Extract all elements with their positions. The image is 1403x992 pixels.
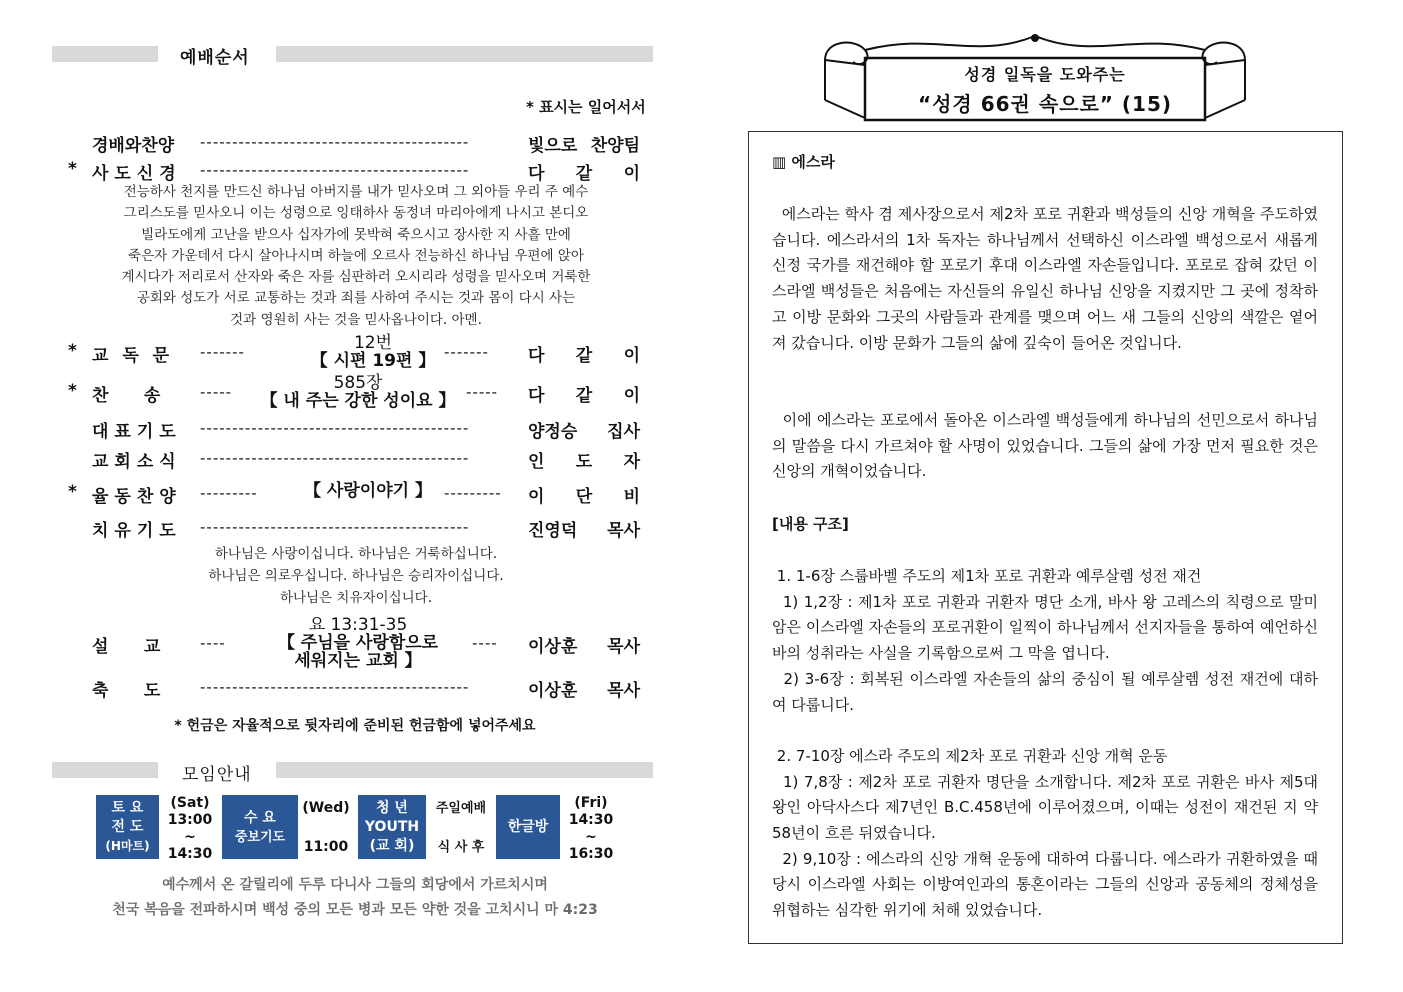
order-name: 대표기도: [92, 422, 182, 442]
youth-box: [358, 795, 426, 859]
dash-leader: -----: [466, 383, 499, 401]
order-leader: 진영덕 목사: [528, 521, 640, 541]
paragraph: 이에 에스라는 포로에서 돌아온 이스라엘 백성들에게 하나님의 선민으로서 하나님의 말씀을 다시 가르쳐야 할 사명이 있었습니다. 그들의 삶에 가장 먼저 필요한 것은 신앙의 개혁이었습니다.: [772, 411, 1323, 481]
dash-leader: -------: [200, 343, 245, 361]
worship-bar-right: [276, 46, 653, 62]
order-star: *: [68, 482, 77, 502]
order-row: [68, 129, 648, 155]
time-line: 주일예배: [435, 801, 487, 816]
box-line: YOUTH: [364, 819, 420, 835]
box-line: 한글방: [507, 819, 549, 835]
saturday-time: [162, 795, 218, 863]
banner-title: “성경 66권 속으로” (15): [917, 92, 1173, 116]
time-line: ~: [585, 829, 597, 845]
healing-prayer: [66, 543, 646, 609]
time-line: (Sat): [170, 795, 210, 811]
bible-verse: [50, 873, 660, 923]
dash-leader: -------: [444, 343, 489, 361]
dash-leader: ------------------------------------------: [200, 449, 470, 467]
reading-number: 12번: [353, 333, 393, 353]
time-line: 16:30: [568, 846, 614, 862]
dance-song-title: 【 사랑이야기 】: [304, 481, 432, 501]
hymn-title: 【 내 주는 강한 성이요 】: [260, 391, 456, 411]
time-line: ~: [184, 829, 196, 845]
order-leader: 빛으로 찬양팀: [528, 136, 640, 156]
time-line: 11:00: [303, 839, 349, 855]
verse-line: 천국 복음을 전파하시며 백성 중의 모든 병과 모든 약한 것을 고치시니 마 4:23: [112, 902, 598, 918]
offering-note: * 헌금은 자율적으로 뒷자리에 준비된 헌금함에 넣어주세요: [174, 718, 536, 734]
wednesday-prayer-box: [222, 795, 298, 859]
sermon-title: 【 주님을 사랑함으로: [277, 633, 439, 653]
order-name: 경배와찬양: [92, 136, 175, 156]
box-line: (H마트): [105, 839, 150, 853]
order-name: 축 도: [92, 681, 161, 701]
prayer-line: 하나님은 의로우십니다. 하나님은 승리자이십니다.: [208, 568, 504, 584]
sermon-title-2: 세워지는 교회 】: [294, 651, 422, 671]
order-leader: 이 단 비: [528, 487, 640, 507]
dash-leader: ------------------------------------------: [200, 678, 470, 696]
order-leader: 다 같 이: [528, 164, 640, 184]
structure-list: [772, 564, 1323, 924]
verse-line: 예수께서 온 갈릴리에 두루 다니사 그들의 회당에서 가르치시며: [162, 877, 548, 893]
worship-bar-left: [52, 46, 158, 62]
friday-time: [563, 795, 619, 863]
intro-paragraph-1: [772, 202, 1323, 356]
structure-subitem: 1) 1,2장 : 제1차 포로 귀환과 귀환자 명단 소개, 바사 왕 고레스의 칙령으로 말미암은 이스라엘 자손들의 포로귀환이 일찍이 하나님께서 선지자들을 통하여 예언하신 바의 성취라는 사실을 기록함으로써 그 막을 엽니다.: [772, 592, 1323, 663]
order-row: [68, 415, 648, 441]
creed-line: 공회와 성도가 서로 교통하는 것과 죄를 사하여 주시는 것과 몸이 다시 사는: [136, 290, 576, 307]
responsive-reading: [298, 334, 448, 370]
order-row: [68, 373, 648, 411]
hymn-number: 585장: [333, 373, 383, 393]
order-leader: 인 도 자: [528, 452, 640, 472]
youth-time: [430, 800, 492, 856]
box-line: 중보기도: [234, 830, 286, 845]
hymn: [258, 374, 458, 410]
box-line: 청 년: [376, 800, 408, 816]
structure-item: 2. 7-10장 에스라 주도의 제2차 포로 귀환과 신앙 개혁 운동: [772, 746, 1168, 765]
order-row: [68, 480, 648, 506]
book-heading: ▥ 에스라: [772, 153, 835, 171]
apostles-creed: [66, 182, 646, 331]
saturday-outreach-box: [96, 795, 159, 859]
structure-subitem: 2) 9,10장 : 에스라의 신앙 개혁 운동에 대하여 다룹니다. 에스라가 귀환하였을 때 당시 이스라엘 사회는 이방여인과의 통혼이라는 그들의 신앙과 공동체의 정체성을 위협하는 심각한 위기에 처해 있었습니다.: [772, 849, 1323, 920]
dash-leader: ---------: [200, 484, 258, 502]
time-line: (Wed): [302, 800, 350, 816]
order-row: [68, 674, 648, 700]
order-star: *: [68, 159, 77, 179]
order-name: 치유기도: [92, 521, 182, 541]
box-line: 토 요: [111, 800, 144, 816]
order-name: 사도신경: [92, 164, 182, 184]
order-row: [68, 514, 648, 540]
dash-leader: ----: [200, 634, 226, 652]
meeting-title: 모임안내: [182, 765, 252, 785]
time-line: 14:30: [167, 846, 213, 862]
banner-subtitle: 성경 일독을 도와주는: [964, 65, 1126, 84]
order-star: *: [68, 381, 77, 401]
dance-song: [288, 482, 448, 500]
order-star: *: [68, 341, 77, 361]
time-line: (Fri): [574, 795, 608, 811]
structure-title: [내용 구조]: [772, 515, 849, 533]
sermon-scripture: 요 13:31-35: [308, 615, 408, 635]
order-row: [68, 333, 648, 371]
structure-subitem: 1) 7,8장 : 제2차 포로 귀환자 명단을 소개합니다. 제2차 포로 귀환은 바사 제5대 왕인 아닥사스다 제7년인 B.C.458년에 이루어졌으며, 이때는 성전이 재건된 지 약 58년이 흐른 뒤였습니다.: [772, 772, 1323, 843]
intro-paragraph-2: [772, 408, 1323, 485]
creed-line: 죽은자 가운데서 다시 살아나시며 하늘에 오르사 전능하신 하나님 우편에 앉아: [128, 247, 584, 264]
time-line: 14:30: [568, 812, 614, 828]
meeting-bar-left: [52, 762, 158, 778]
box-line: (교 회): [369, 838, 415, 854]
order-leader: 이상훈 목사: [528, 637, 640, 657]
order-name: 교회소식: [92, 452, 182, 472]
structure-item: 1. 1-6장 스룹바벨 주도의 제1차 포로 귀환과 예루살렘 성전 재건: [772, 567, 1202, 585]
creed-line: 계시다가 저리로서 산자와 죽은 자를 심판하러 오시리라 성령을 믿사오며 거룩한: [121, 269, 591, 286]
stand-note: * 표시는 일어서서: [526, 98, 646, 116]
order-row: [68, 157, 648, 183]
order-name: 찬 송: [92, 386, 161, 406]
dash-leader: ------------------------------------------: [200, 161, 470, 179]
worship-title: 예배순서: [180, 48, 250, 68]
order-name: 설 교: [92, 637, 161, 657]
order-name: 율동찬양: [92, 487, 182, 507]
sermon: [258, 616, 458, 670]
creed-line: 것과 영원히 사는 것을 믿사옵나이다. 아멘.: [230, 311, 482, 328]
structure-subitem: 2) 3-6장 : 회복된 이스라엘 자손들의 삶의 중심이 될 예루살렘 성전 재건에 대하여 다룹니다.: [772, 669, 1318, 714]
dash-leader: ------------------------------------------: [200, 518, 470, 536]
creed-line: 그리스도를 믿사오니 이는 성령으로 잉태하사 동정녀 마리아에게 나시고 본디오: [123, 205, 589, 222]
prayer-line: 하나님은 사랑이십니다. 하나님은 거룩하십니다.: [214, 546, 498, 562]
creed-line: 빌라도에게 고난을 받으사 십자가에 못박혀 죽으시고 장사한 지 사흘 만에: [141, 226, 571, 243]
meeting-bar-right: [276, 762, 653, 778]
creed-line: 전능하사 천지를 만드신 하나님 아버지를 내가 믿사오며 그 외아들 우리 주 예수: [123, 184, 589, 200]
box-line: 수 요: [244, 810, 276, 826]
order-row: [68, 445, 648, 471]
reading-title: 【 시편 19편 】: [310, 351, 436, 371]
dash-leader: ------------------------------------------: [200, 133, 470, 151]
order-leader: 다 같 이: [528, 346, 640, 366]
dash-leader: ---------: [444, 484, 502, 502]
dash-leader: ------------------------------------------: [200, 419, 470, 437]
time-line: 13:00: [167, 812, 213, 828]
box-line: 전 도: [111, 819, 144, 835]
dash-leader: ----: [472, 634, 498, 652]
paragraph: 에스라는 학사 겸 제사장으로서 제2차 포로 귀환과 백성들의 신앙 개혁을 주도하였습니다. 에스라서의 1차 독자는 하나님께서 선택하신 이스라엘 백성으로서 새롭게 신정 국가를 재건해야 할 포로기 후대 이스라엘 자손들입니다. 포로로 잡혀 갔던 이스라엘 백성들은 처음에는 자신들의 유일신 하나님 신앙을 지켰지만 그 곳에 정착하고 이방 문화와 그곳의 사람들과 관계를 맺으며 어느 새 그들의 신앙의 색깔은 옅어져 갔습니다. 이방 문화가 그들의 삶에 깊숙이 들어온 것입니다.: [772, 205, 1323, 352]
dash-leader: -----: [200, 383, 233, 401]
order-leader: 이상훈 목사: [528, 681, 640, 701]
order-leader: 다 같 이: [528, 386, 640, 406]
order-row: [68, 615, 648, 671]
korean-class-box: [496, 795, 560, 859]
order-leader: 양정승 집사: [528, 422, 640, 442]
prayer-line: 하나님은 치유자이십니다.: [279, 590, 433, 606]
time-line: 식 사 후: [437, 840, 485, 855]
wednesday-time: [300, 800, 352, 856]
order-name: 교 독 문: [92, 346, 174, 366]
